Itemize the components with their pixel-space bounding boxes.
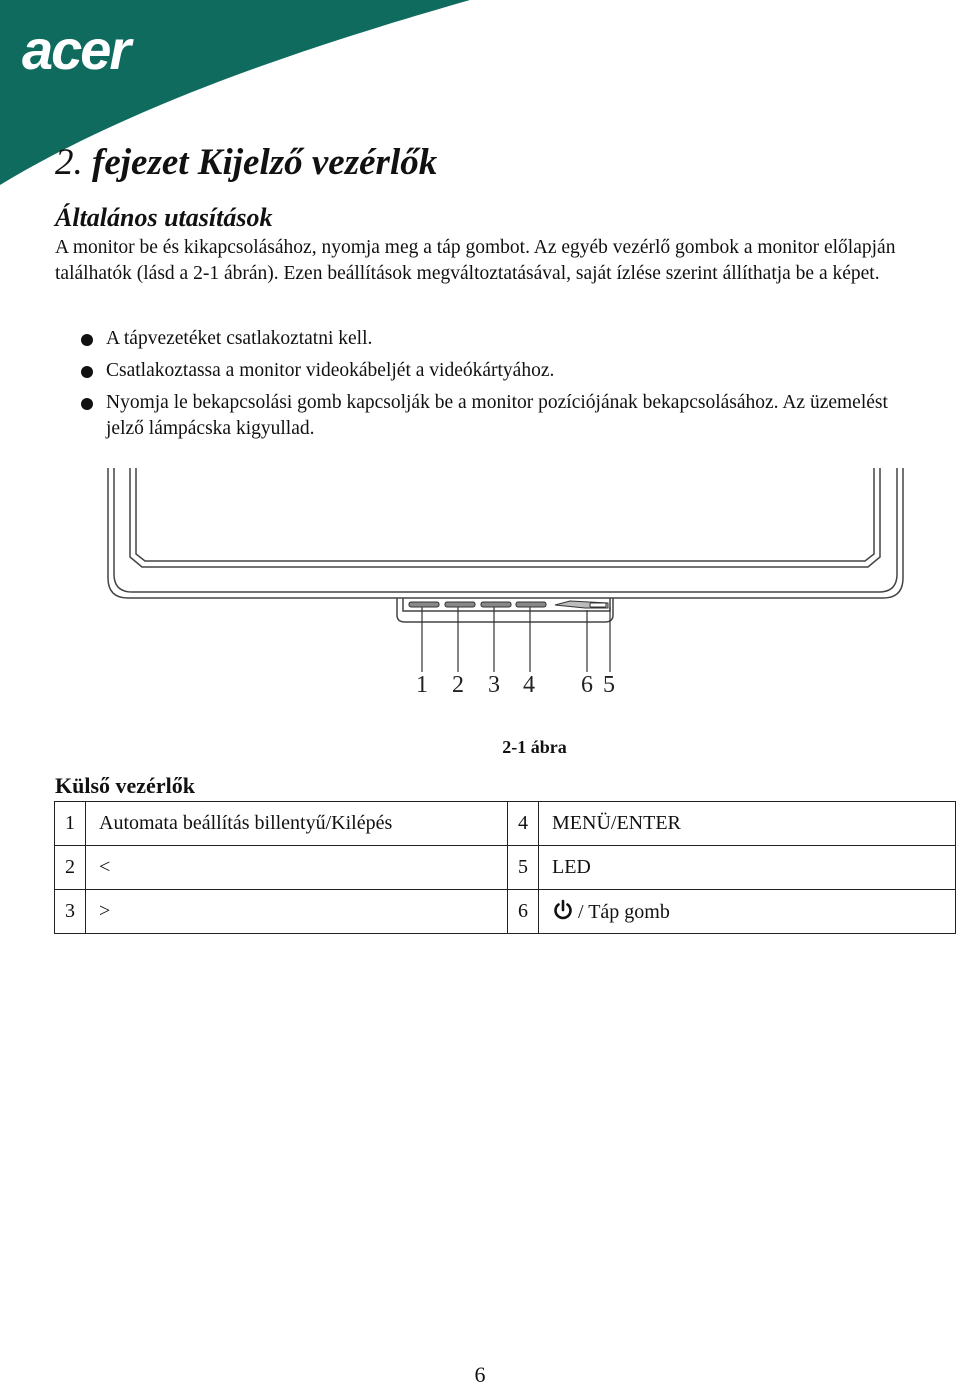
- control-description-power: [539, 890, 956, 934]
- power-icon: [552, 899, 574, 921]
- list-item-text: Nyomja le bekapcsolási gomb kapcsolják be a monitor pozíciójának bekapcsolásához. Az üzemelést jelző lámpácska kigyullad.: [106, 392, 888, 439]
- list-item: [55, 326, 915, 352]
- chapter-name: fejezet Kijelző vezérlők: [92, 142, 438, 183]
- control-number: 3: [55, 890, 86, 934]
- callout-number: 1: [416, 672, 428, 698]
- controls-table: [54, 801, 956, 934]
- table-row: [55, 890, 956, 934]
- control-description: <: [86, 846, 508, 890]
- control-description: Automata beállítás billentyű/Kilépés: [86, 802, 508, 846]
- control-number: 5: [508, 846, 539, 890]
- control-number: 2: [55, 846, 86, 890]
- control-description: LED: [539, 846, 956, 890]
- control-description: MENÜ/ENTER: [539, 802, 956, 846]
- list-item: [55, 358, 915, 384]
- callout-number: 6: [581, 672, 593, 698]
- callout-number: 2: [452, 672, 464, 698]
- control-number: 4: [508, 802, 539, 846]
- callout-number: 5: [603, 672, 615, 698]
- control-number: 6: [508, 890, 539, 934]
- list-item-text: A tápvezetéket csatlakoztatni kell.: [106, 328, 373, 349]
- chapter-number: 2.: [55, 142, 83, 183]
- general-heading: Általános utasítások: [55, 203, 273, 232]
- bullet-icon: [81, 398, 93, 410]
- table-row: [55, 846, 956, 890]
- callout-number: 4: [523, 672, 535, 698]
- chapter-title: [55, 143, 437, 184]
- table-row: [55, 802, 956, 846]
- list-item: [55, 390, 915, 442]
- control-number: 1: [55, 802, 86, 846]
- intro-paragraph: A monitor be és kikapcsolásához, nyomja meg a táp gombot. Az egyéb vezérlő gombok a monitor előlapján találhatók (lásd a 2-1 ábrán). Ezen beállítások megváltoztatásával, saját ízlése szerint állíthatja be a képet.: [55, 237, 896, 284]
- external-controls-heading: Külső vezérlők: [55, 773, 195, 798]
- power-label: / Táp gomb: [578, 901, 670, 923]
- figure-caption: 2-1 ábra: [502, 737, 567, 757]
- monitor-bezel-drawing: [100, 460, 910, 710]
- page-number: 6: [474, 1362, 486, 1387]
- bullet-icon: [81, 366, 93, 378]
- instruction-list: [55, 326, 915, 448]
- control-description: >: [86, 890, 508, 934]
- list-item-text: Csatlakoztassa a monitor videokábeljét a videókártyához.: [106, 360, 555, 381]
- bullet-icon: [81, 334, 93, 346]
- acer-logo: acer: [22, 18, 130, 81]
- callout-number: 3: [488, 672, 500, 698]
